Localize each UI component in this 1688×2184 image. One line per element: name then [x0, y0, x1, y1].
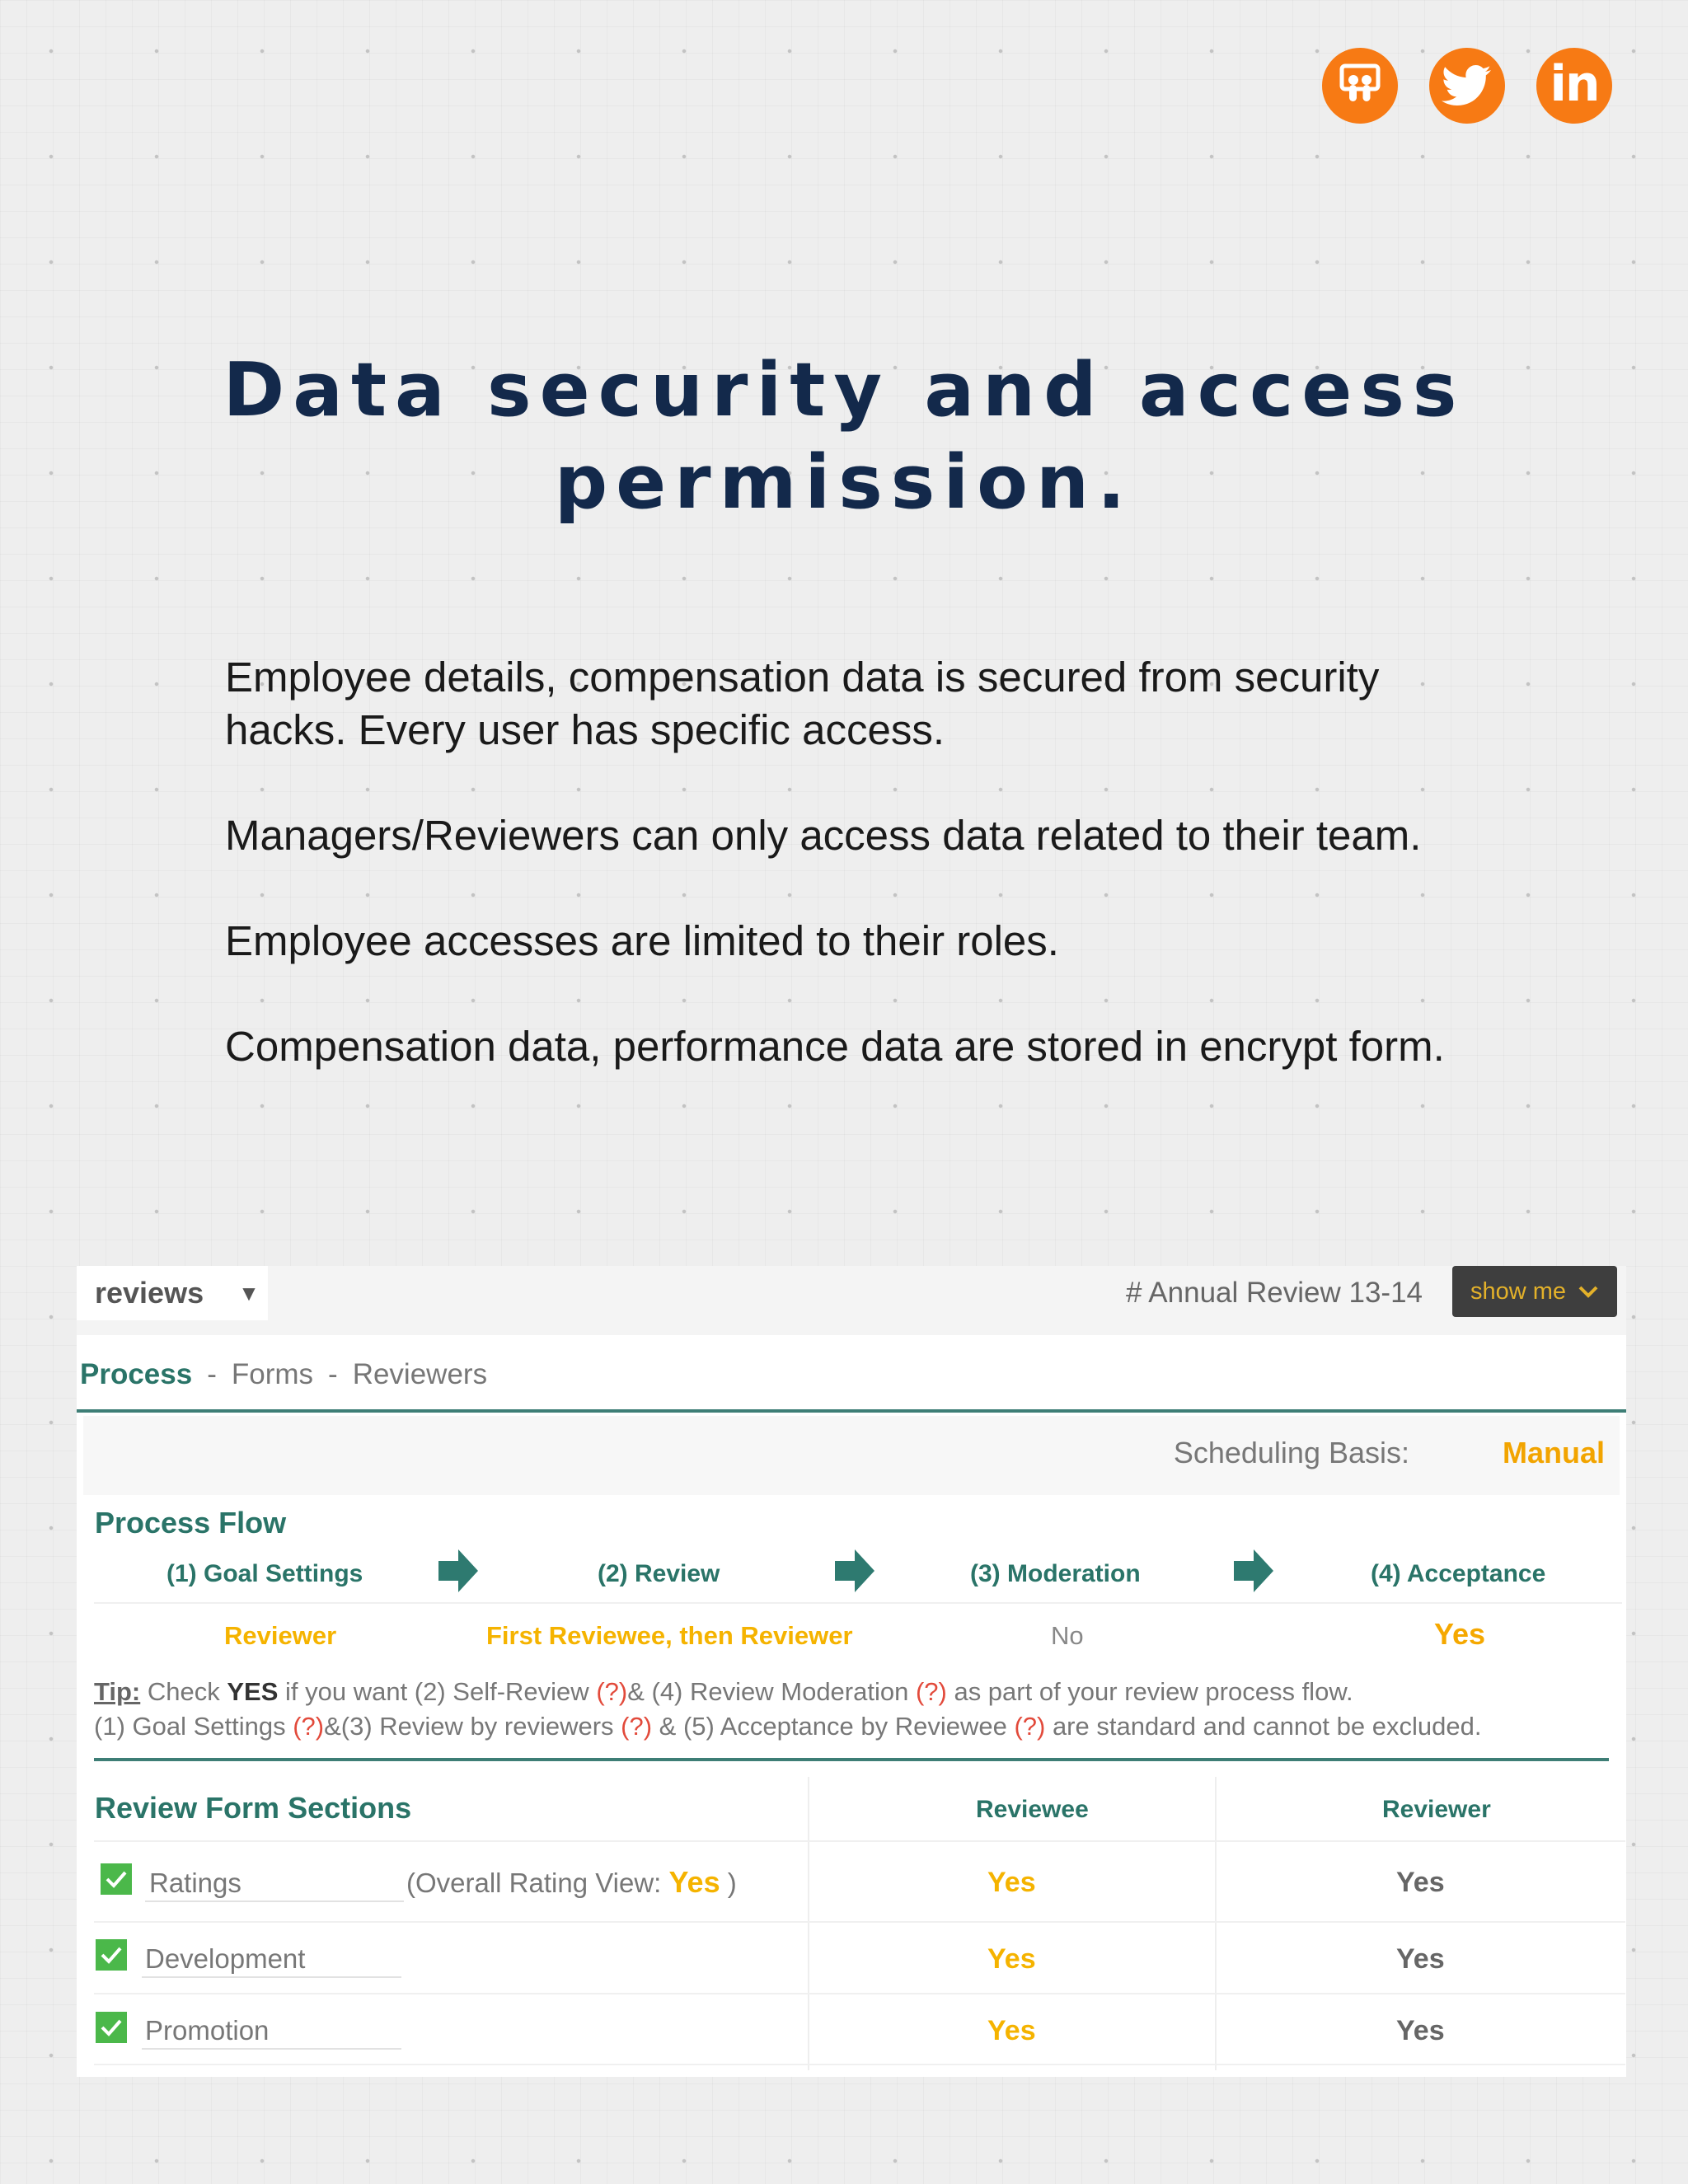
arrow-right-icon — [438, 1549, 478, 1592]
tab-reviewers[interactable]: Reviewers — [352, 1358, 488, 1390]
linkedin-link[interactable] — [1536, 48, 1612, 124]
tip-text: &(3) Review by reviewers — [324, 1712, 621, 1741]
description-paragraph-2: Managers/Reviewers can only access data related to their team. — [225, 812, 1422, 859]
page-title — [185, 344, 1503, 529]
step-moderation: (3) Moderation — [970, 1560, 1141, 1587]
tip-text: are standard and cannot be excluded. — [1045, 1712, 1482, 1741]
description-paragraph-4: Compensation data, performance data are stored in encrypt form. — [225, 1023, 1445, 1070]
row-divider — [94, 1993, 1625, 1994]
twitter-link[interactable] — [1429, 48, 1505, 124]
tab-process[interactable]: Process — [80, 1358, 193, 1390]
overall-rating-value[interactable]: Yes — [668, 1865, 720, 1899]
tip-text: & (5) Acceptance by Reviewee — [652, 1712, 1015, 1741]
breadcrumb-separator: - — [328, 1358, 338, 1390]
page-title-line2: permission. — [554, 439, 1134, 526]
promotion-checkbox[interactable] — [96, 2012, 127, 2043]
page-title-line1: Data security and access — [223, 347, 1465, 434]
slideshare-link[interactable] — [1322, 48, 1398, 124]
tip-label: Tip: — [94, 1677, 141, 1706]
reviews-dropdown[interactable] — [77, 1266, 268, 1320]
description-paragraph-1: Employee details, compensation data is secured from security hacks. Every user has specific access. — [225, 654, 1380, 753]
divider — [94, 1602, 1622, 1604]
development-reviewer-value[interactable]: Yes — [1396, 1943, 1445, 1975]
checkmark-icon — [100, 1945, 123, 1965]
step-review: (2) Review — [598, 1560, 720, 1587]
caret-down-icon: ▼ — [238, 1280, 260, 1305]
row-divider — [94, 1921, 1625, 1923]
review-form-sections-title: Review Form Sections — [95, 1791, 412, 1825]
development-checkbox[interactable] — [96, 1939, 127, 1971]
moderation-value[interactable]: No — [1051, 1621, 1084, 1650]
tip-line-1 — [94, 1675, 1353, 1709]
ratings-reviewer-value[interactable]: Yes — [1396, 1867, 1445, 1898]
ratings-reviewee-value[interactable]: Yes — [987, 1867, 1036, 1898]
step-acceptance: (4) Acceptance — [1371, 1560, 1546, 1587]
help-link[interactable]: (?) — [915, 1677, 947, 1706]
column-divider — [1215, 1777, 1217, 2070]
description — [225, 651, 1544, 1126]
process-flow-title: Process Flow — [95, 1506, 287, 1540]
linkedin-icon: in — [1550, 55, 1599, 113]
social-links — [1322, 48, 1612, 124]
checkmark-icon — [105, 1869, 128, 1889]
help-link[interactable]: (?) — [596, 1677, 628, 1706]
reviews-dropdown-label: reviews — [95, 1276, 204, 1310]
row-divider — [94, 1840, 1625, 1842]
section-name-promotion: Promotion — [145, 2015, 270, 2046]
breadcrumb-separator: - — [207, 1358, 217, 1390]
show-me-label: show me — [1470, 1277, 1567, 1305]
section-name-ratings: Ratings — [149, 1868, 241, 1898]
divider — [77, 1409, 1626, 1413]
review-name: # Annual Review 13-14 — [1126, 1277, 1423, 1309]
breadcrumb — [80, 1357, 487, 1393]
overall-rating-view — [406, 1865, 737, 1900]
ratings-checkbox[interactable] — [101, 1863, 132, 1895]
row-divider — [94, 2064, 1625, 2065]
development-reviewee-value[interactable]: Yes — [987, 1943, 1036, 1975]
tip-text: as part of your review process flow. — [946, 1677, 1353, 1706]
column-header-reviewee: Reviewee — [976, 1796, 1089, 1823]
tip-text: (1) Goal Settings — [94, 1712, 293, 1741]
goal-settings-value[interactable]: Reviewer — [224, 1621, 337, 1650]
arrow-right-icon — [1234, 1549, 1273, 1592]
help-link[interactable]: (?) — [1014, 1712, 1046, 1741]
description-paragraph-3: Employee accesses are limited to their roles. — [225, 917, 1059, 964]
tip-text: & (4) Review Moderation — [627, 1677, 916, 1706]
acceptance-value[interactable]: Yes — [1434, 1617, 1486, 1651]
help-link[interactable]: (?) — [293, 1712, 325, 1741]
overall-rating-label: (Overall Rating View: — [406, 1868, 669, 1898]
help-link[interactable]: (?) — [621, 1712, 653, 1741]
scheduling-basis-label: Scheduling Basis: — [1173, 1436, 1409, 1469]
input-underline — [145, 1900, 404, 1902]
promotion-reviewee-value[interactable]: Yes — [987, 2015, 1036, 2046]
divider — [94, 1758, 1609, 1761]
promotion-reviewer-value[interactable]: Yes — [1396, 2015, 1445, 2046]
review-value[interactable]: First Reviewee, then Reviewer — [486, 1621, 853, 1650]
tip-text: Check — [140, 1677, 227, 1706]
chevron-down-icon — [1578, 1284, 1599, 1299]
tab-forms[interactable]: Forms — [231, 1358, 314, 1390]
review-settings-panel — [77, 1266, 1626, 2077]
show-me-button[interactable] — [1452, 1266, 1617, 1317]
step-goal-settings: (1) Goal Settings — [166, 1560, 363, 1587]
overall-rating-label: ) — [720, 1868, 737, 1898]
tip-yes: YES — [227, 1677, 279, 1706]
twitter-icon — [1442, 64, 1493, 107]
arrow-right-icon — [835, 1549, 874, 1592]
slideshare-icon — [1339, 63, 1381, 108]
scheduling-basis-value[interactable]: Manual — [1502, 1436, 1605, 1469]
checkmark-icon — [100, 2018, 123, 2037]
tip-line-2 — [94, 1709, 1481, 1744]
input-underline — [142, 1976, 401, 1978]
column-divider — [808, 1777, 809, 2070]
column-header-reviewer: Reviewer — [1382, 1796, 1491, 1823]
section-name-development: Development — [145, 1943, 306, 1974]
input-underline — [142, 2048, 401, 2050]
tip-text: if you want (2) Self-Review — [278, 1677, 597, 1706]
